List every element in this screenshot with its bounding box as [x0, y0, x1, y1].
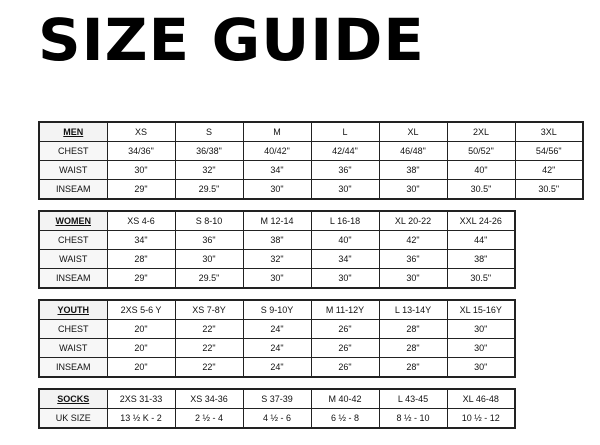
- size-label: XS 4-6: [107, 211, 175, 231]
- table-cell: 38": [243, 231, 311, 250]
- table-cell: 36": [379, 250, 447, 269]
- row-label: CHEST: [39, 231, 107, 250]
- row-label: UK SIZE: [39, 409, 107, 429]
- table-cell: 2 ½ - 4: [175, 409, 243, 429]
- row-label: WAIST: [39, 161, 107, 180]
- table-cell: 30": [243, 180, 311, 200]
- table-cell: 13 ½ K - 2: [107, 409, 175, 429]
- table-cell: 42": [379, 231, 447, 250]
- table-cell: 20": [107, 339, 175, 358]
- size-label: XS 34-36: [175, 389, 243, 409]
- section-header: MEN: [39, 122, 107, 142]
- table-cell: 30.5": [447, 180, 515, 200]
- table-row: [39, 320, 515, 339]
- table-row: [39, 180, 583, 200]
- size-label: L 13-14Y: [379, 300, 447, 320]
- section-header: SOCKS: [39, 389, 107, 409]
- table-cell: 30.5": [447, 269, 515, 289]
- table-row: [39, 409, 515, 429]
- table-cell: 30": [447, 320, 515, 339]
- table-cell: 34": [311, 250, 379, 269]
- table-cell: 30": [447, 358, 515, 378]
- table-cell: 8 ½ - 10: [379, 409, 447, 429]
- table-cell: 29.5": [175, 269, 243, 289]
- table-cell: 28": [107, 250, 175, 269]
- table-cell: 28": [379, 339, 447, 358]
- size-label: L 43-45: [379, 389, 447, 409]
- row-label: WAIST: [39, 339, 107, 358]
- table-cell: 22": [175, 358, 243, 378]
- table-cell: 22": [175, 339, 243, 358]
- table-row: [39, 161, 583, 180]
- size-label: XL 20-22: [379, 211, 447, 231]
- table-cell: 36": [311, 161, 379, 180]
- table-cell: 30": [311, 269, 379, 289]
- table-cell: 26": [311, 339, 379, 358]
- table-cell: 54/56": [515, 142, 583, 161]
- table-row: [39, 269, 515, 289]
- table-cell: 42/44": [311, 142, 379, 161]
- table-cell: 26": [311, 320, 379, 339]
- row-label: INSEAM: [39, 358, 107, 378]
- table-cell: 24": [243, 358, 311, 378]
- table-header-row: [39, 300, 515, 320]
- size-label: 2XS 31-33: [107, 389, 175, 409]
- table-cell: 30.5": [515, 180, 583, 200]
- row-label: CHEST: [39, 320, 107, 339]
- table-cell: 30": [379, 269, 447, 289]
- table-cell: 40": [311, 231, 379, 250]
- size-label: 2XS 5-6 Y: [107, 300, 175, 320]
- table-cell: 46/48": [379, 142, 447, 161]
- size-label: M: [243, 122, 311, 142]
- table-row: [39, 250, 515, 269]
- table-cell: 22": [175, 320, 243, 339]
- size-label: S 8-10: [175, 211, 243, 231]
- table-row: [39, 142, 583, 161]
- table-cell: 40/42": [243, 142, 311, 161]
- size-label: XXL 24-26: [447, 211, 515, 231]
- table-cell: 20": [107, 358, 175, 378]
- size-label: XS 7-8Y: [175, 300, 243, 320]
- table-cell: 24": [243, 320, 311, 339]
- table-cell: 36": [175, 231, 243, 250]
- size-label: XL: [379, 122, 447, 142]
- size-label: XL 15-16Y: [447, 300, 515, 320]
- table-cell: 29.5": [175, 180, 243, 200]
- table-cell: 32": [243, 250, 311, 269]
- table-cell: 10 ½ - 12: [447, 409, 515, 429]
- row-label: INSEAM: [39, 269, 107, 289]
- section-header: YOUTH: [39, 300, 107, 320]
- table-cell: 6 ½ - 8: [311, 409, 379, 429]
- table-cell: 50/52": [447, 142, 515, 161]
- table-header-row: [39, 389, 515, 409]
- size-label: L 16-18: [311, 211, 379, 231]
- table-cell: 4 ½ - 6: [243, 409, 311, 429]
- table-cell: 38": [447, 250, 515, 269]
- size-label: M 12-14: [243, 211, 311, 231]
- size-label: XL 46-48: [447, 389, 515, 409]
- table-cell: 24": [243, 339, 311, 358]
- table-cell: 32": [175, 161, 243, 180]
- table-cell: 28": [379, 320, 447, 339]
- section-header: WOMEN: [39, 211, 107, 231]
- size-label: 2XL: [447, 122, 515, 142]
- table-cell: 26": [311, 358, 379, 378]
- size-label: M 11-12Y: [311, 300, 379, 320]
- table-cell: 34": [107, 231, 175, 250]
- table-cell: 29": [107, 269, 175, 289]
- table-cell: 30": [379, 180, 447, 200]
- table-cell: 30": [243, 269, 311, 289]
- size-label: S 9-10Y: [243, 300, 311, 320]
- table-header-row: [39, 211, 515, 231]
- men-size-table: [38, 121, 584, 200]
- table-cell: 38": [379, 161, 447, 180]
- table-cell: 34": [243, 161, 311, 180]
- row-label: CHEST: [39, 142, 107, 161]
- table-row: [39, 358, 515, 378]
- socks-size-table: [38, 388, 516, 429]
- table-cell: 20": [107, 320, 175, 339]
- table-cell: 34/36": [107, 142, 175, 161]
- size-label: S 37-39: [243, 389, 311, 409]
- table-cell: 28": [379, 358, 447, 378]
- youth-size-table: [38, 299, 516, 378]
- table-header-row: [39, 122, 583, 142]
- size-label: XS: [107, 122, 175, 142]
- size-label: L: [311, 122, 379, 142]
- table-row: [39, 231, 515, 250]
- table-cell: 30": [311, 180, 379, 200]
- size-label: 3XL: [515, 122, 583, 142]
- size-label: S: [175, 122, 243, 142]
- table-cell: 44": [447, 231, 515, 250]
- table-row: [39, 339, 515, 358]
- row-label: WAIST: [39, 250, 107, 269]
- size-label: M 40-42: [311, 389, 379, 409]
- women-size-table: [38, 210, 516, 289]
- table-cell: 30": [447, 339, 515, 358]
- table-cell: 29": [107, 180, 175, 200]
- table-cell: 42": [515, 161, 583, 180]
- table-cell: 30": [175, 250, 243, 269]
- row-label: INSEAM: [39, 180, 107, 200]
- table-cell: 30": [107, 161, 175, 180]
- table-cell: 36/38": [175, 142, 243, 161]
- page-title: SIZE GUIDE: [38, 6, 425, 74]
- table-cell: 40": [447, 161, 515, 180]
